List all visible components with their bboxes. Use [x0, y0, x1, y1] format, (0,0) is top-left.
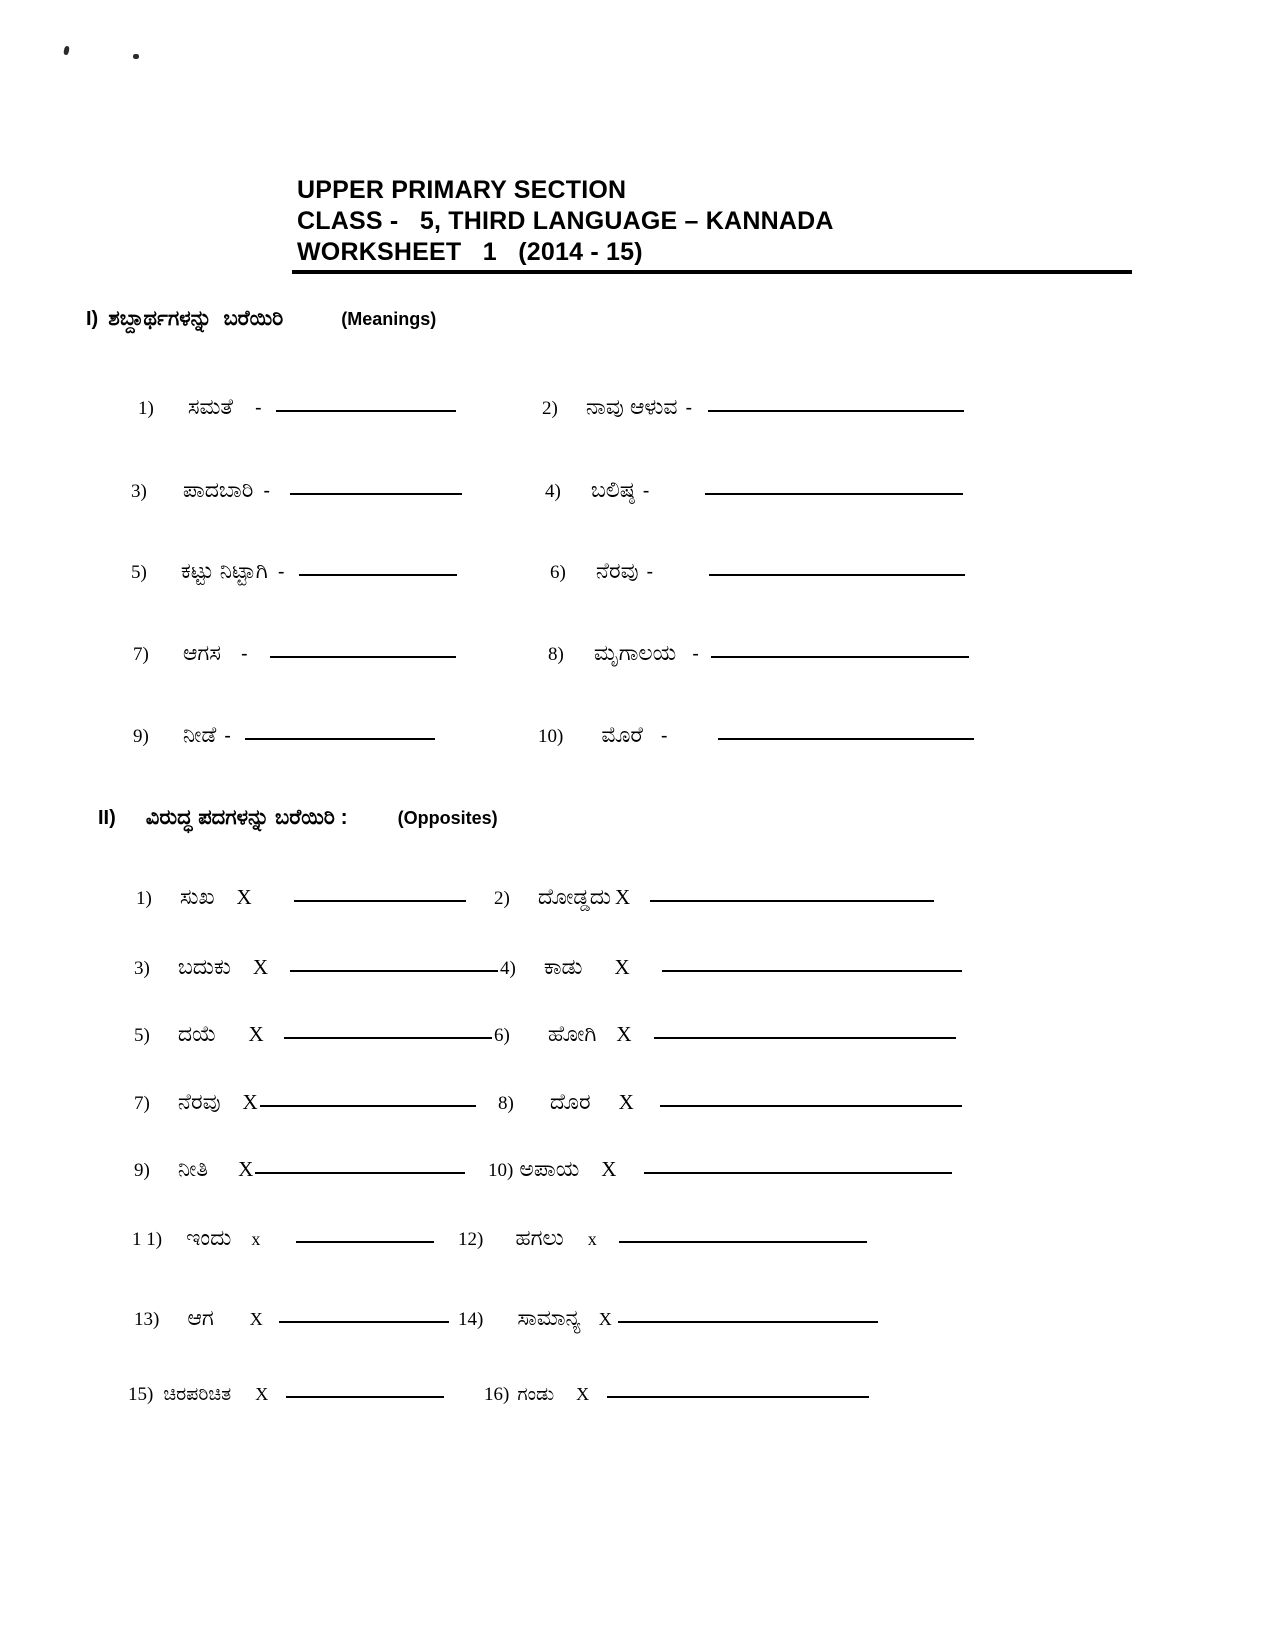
item-number: 8) [498, 1093, 514, 1114]
item-separator: - [646, 561, 654, 583]
item-word: ಕಟ್ಟು ನಿಟ್ಟಾಗಿ [180, 558, 268, 583]
answer-blank[interactable] [660, 1105, 962, 1107]
item-separator: X [576, 1384, 590, 1404]
item-word: ನೆರವು [595, 558, 639, 583]
item-word: ಸಾಮಾನ್ಯ [517, 1305, 581, 1330]
item-word: ಆಗಸ [182, 640, 221, 665]
opposite-item-12 [458, 1225, 867, 1251]
item-number: 3) [131, 481, 147, 502]
answer-blank[interactable] [276, 410, 456, 412]
answer-blank[interactable] [290, 970, 498, 972]
answer-blank[interactable] [270, 656, 456, 658]
item-number: 2) [542, 398, 558, 419]
opposite-item-2 [494, 884, 934, 910]
item-number: 9) [134, 1160, 150, 1181]
meaning-item-10 [538, 722, 974, 748]
item-number: 1) [136, 888, 152, 909]
opposite-item-7 [134, 1089, 476, 1115]
section-title-kannada: ಶಬ್ದಾರ್ಥಗಳನ್ನು ಬರೆಯಿರಿ [108, 307, 284, 330]
answer-blank[interactable] [708, 410, 964, 412]
meaning-item-8 [548, 640, 969, 666]
item-number: 9) [133, 726, 149, 747]
item-word: ದೊರ [549, 1089, 591, 1114]
item-word: ಗಂಡು [517, 1384, 555, 1405]
answer-blank[interactable] [284, 1037, 492, 1039]
item-separator: X [614, 955, 630, 979]
section-title-english: (Meanings) [341, 309, 437, 329]
answer-blank[interactable] [290, 493, 462, 495]
item-separator: x [587, 1229, 597, 1249]
item-separator: X [252, 955, 268, 979]
answer-blank[interactable] [654, 1037, 956, 1039]
opposite-item-10 [488, 1156, 952, 1182]
answer-blank[interactable] [607, 1396, 869, 1398]
answer-blank[interactable] [711, 656, 969, 658]
item-separator: - [642, 480, 650, 502]
header-line-class: CLASS - 5, THIRD LANGUAGE – KANNADA [297, 207, 834, 235]
answer-blank[interactable] [279, 1321, 449, 1323]
item-word: ಸುಖ [179, 884, 215, 909]
item-number: 7) [133, 644, 149, 665]
item-number: 5) [134, 1025, 150, 1046]
item-word: ಹಗಲು [515, 1225, 564, 1250]
item-word: ಚಿರಪರಿಚಿತ [163, 1384, 232, 1405]
section-number: II) [98, 807, 116, 829]
header-line-worksheet: WORKSHEET 1 (2014 - 15) [297, 238, 643, 266]
page-header [297, 175, 1137, 268]
answer-blank[interactable] [718, 738, 974, 740]
opposite-item-9 [134, 1156, 465, 1182]
scan-speck-icon [133, 54, 139, 59]
item-separator: - [692, 643, 699, 665]
item-number: 2) [494, 888, 510, 909]
answer-blank[interactable] [619, 1241, 867, 1243]
item-separator: - [263, 480, 270, 502]
item-number: 5) [131, 562, 147, 583]
answer-blank[interactable] [705, 493, 963, 495]
item-number: 7) [134, 1093, 150, 1114]
section-title-kannada: ವಿರುದ್ಧ ಪದಗಳನ್ನು ಬರೆಯಿರಿ : [145, 806, 348, 829]
item-number: 14) [458, 1309, 484, 1330]
item-separator: X [601, 1157, 617, 1181]
item-number: 15) [128, 1384, 154, 1405]
item-number: 1 1) [132, 1229, 163, 1250]
item-word: ನೀತಿ [177, 1156, 209, 1181]
meaning-item-4 [545, 477, 963, 503]
item-separator: X [249, 1309, 263, 1329]
answer-blank[interactable] [296, 1241, 434, 1243]
item-separator: - [240, 643, 248, 665]
scan-speck-icon [63, 46, 70, 56]
meaning-item-3 [131, 477, 462, 503]
item-separator: X [616, 1022, 632, 1046]
opposite-item-16 [484, 1384, 869, 1406]
opposite-item-13 [134, 1305, 449, 1331]
item-number: 16) [484, 1384, 510, 1405]
answer-blank[interactable] [644, 1172, 952, 1174]
meaning-item-9 [133, 722, 435, 748]
answer-blank[interactable] [650, 900, 934, 902]
item-word: ಇಂದು [186, 1225, 232, 1250]
item-word: ಬಲಿಷ್ಠ [590, 477, 635, 502]
answer-blank[interactable] [662, 970, 962, 972]
item-number: 1) [138, 398, 154, 419]
item-separator: X [255, 1384, 269, 1404]
item-number: 4) [500, 958, 516, 979]
item-word: ಅಪಾಯ [519, 1156, 580, 1181]
item-word: ಆಗ [187, 1305, 214, 1330]
item-number: 8) [548, 644, 564, 665]
opposite-item-4 [500, 954, 962, 980]
item-separator: X [618, 1090, 634, 1114]
header-divider [292, 270, 1132, 274]
item-separator: - [254, 397, 262, 419]
header-line-school: UPPER PRIMARY SECTION [297, 176, 627, 204]
opposite-item-6 [494, 1021, 956, 1047]
item-separator: X [242, 1090, 258, 1114]
answer-blank[interactable] [294, 900, 466, 902]
item-word: ಪಾದಬಾರಿ [182, 477, 254, 502]
item-word: ಮೊರೆ [601, 722, 643, 747]
item-word: ನಾವು ಆಳುವ [585, 394, 678, 419]
item-number: 10) [488, 1160, 514, 1181]
section-title-english: (Opposites) [397, 808, 498, 828]
section-number: I) [86, 308, 99, 330]
section-heading-opposites [98, 806, 498, 830]
item-separator: X [248, 1022, 264, 1046]
meaning-item-6 [550, 558, 965, 584]
item-separator: X [615, 885, 631, 909]
answer-blank[interactable] [260, 1105, 476, 1107]
item-number: 6) [494, 1025, 510, 1046]
item-word: ನೀಡೆ [182, 722, 217, 747]
item-word: ಹೋಗಿ [547, 1021, 597, 1046]
opposite-item-11 [132, 1225, 434, 1251]
section-heading-meanings [86, 307, 436, 331]
item-separator: X [238, 1157, 254, 1181]
answer-blank[interactable] [709, 574, 965, 576]
item-separator: - [224, 725, 231, 747]
opposite-item-5 [134, 1021, 492, 1047]
answer-blank[interactable] [255, 1172, 465, 1174]
item-word: ಮೃಗಾಲಯ [593, 640, 677, 665]
item-word: ದಯೆ [177, 1021, 217, 1046]
opposite-item-8 [498, 1089, 962, 1115]
meaning-item-1 [138, 394, 456, 420]
opposite-item-1 [136, 884, 466, 910]
item-number: 13) [134, 1309, 160, 1330]
meaning-item-5 [131, 558, 457, 584]
item-word: ನೆರವು [177, 1089, 221, 1114]
answer-blank[interactable] [618, 1321, 878, 1323]
item-word: ಸಮತೆ [187, 394, 233, 419]
item-word: ಕಾಡು [543, 954, 583, 979]
item-number: 6) [550, 562, 566, 583]
item-separator: X [598, 1309, 612, 1329]
answer-blank[interactable] [286, 1396, 444, 1398]
item-number: 4) [545, 481, 561, 502]
item-number: 3) [134, 958, 150, 979]
opposite-item-14 [458, 1305, 878, 1331]
answer-blank[interactable] [245, 738, 435, 740]
item-separator: X [236, 885, 252, 909]
meaning-item-7 [133, 640, 456, 666]
item-word: ಬದುಕು [177, 954, 231, 979]
item-number: 12) [458, 1229, 484, 1250]
item-separator: x [251, 1229, 261, 1249]
item-separator: - [277, 561, 285, 583]
item-word: ದೋಡ್ಡದು [537, 884, 612, 909]
opposite-item-15 [128, 1384, 444, 1406]
answer-blank[interactable] [299, 574, 457, 576]
item-separator: - [685, 397, 693, 419]
item-separator: - [660, 725, 668, 747]
item-number: 10) [538, 726, 564, 747]
meaning-item-2 [542, 394, 964, 420]
opposite-item-3 [134, 954, 498, 980]
